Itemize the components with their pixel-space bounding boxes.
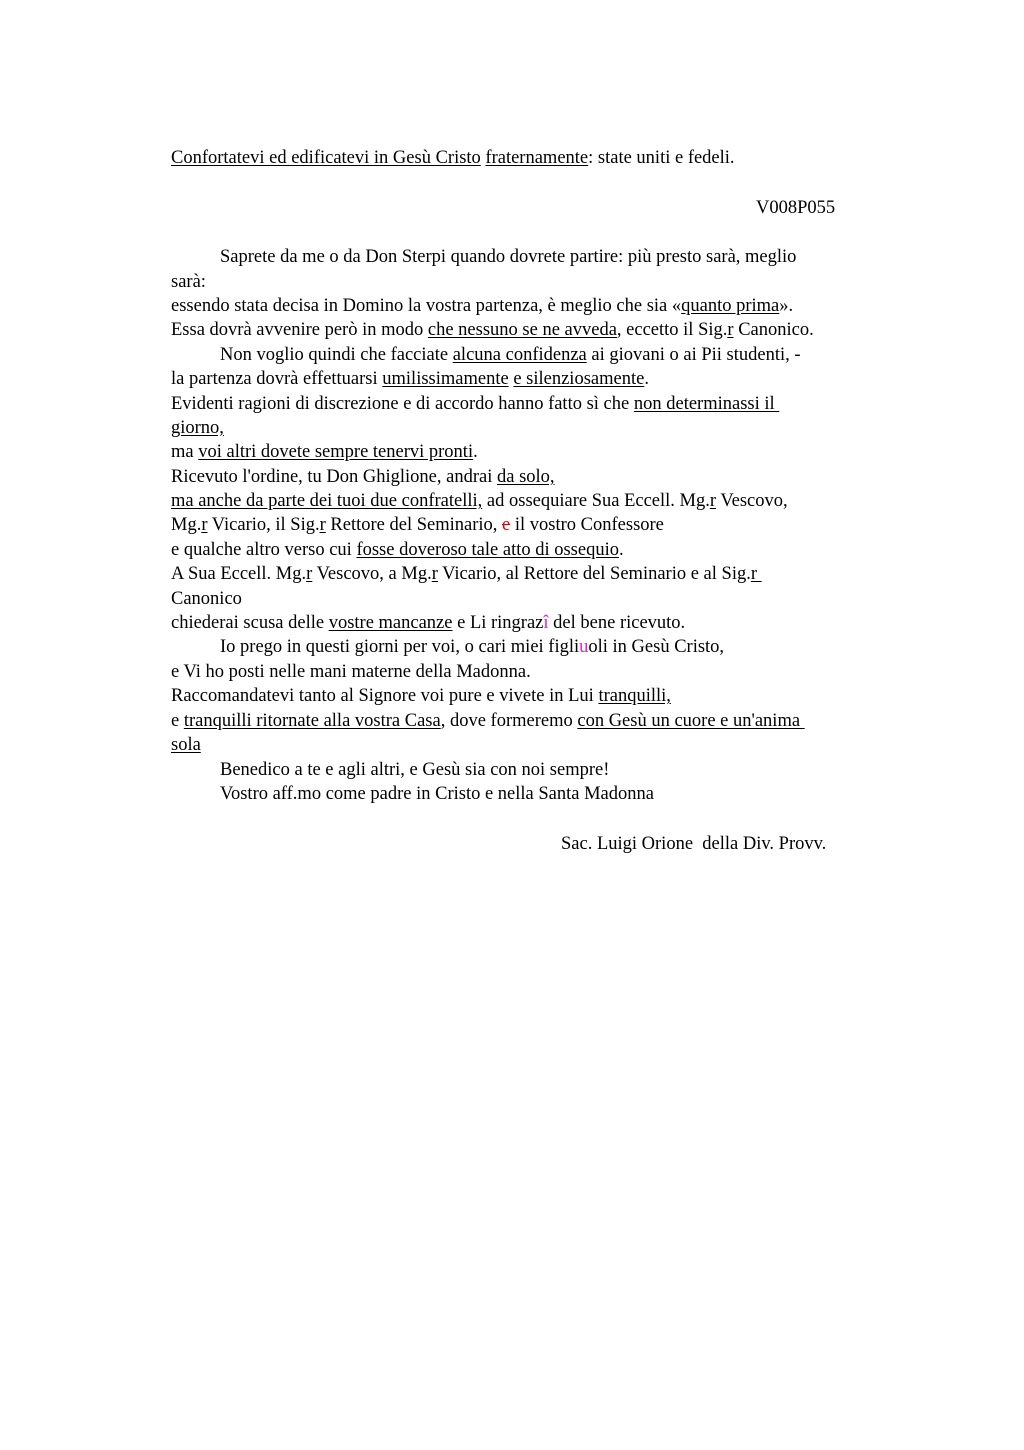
text-run: la partenza dovrà effettuarsi <box>171 369 383 389</box>
text-run: oli in Gesù Cristo, <box>588 637 725 657</box>
text-run: e Li ringraz <box>452 613 544 633</box>
text-run: ai giovani o ai Pii studenti, - <box>586 345 801 365</box>
text-run-styled: r <box>306 564 313 584</box>
text-run: e <box>171 711 184 731</box>
text-run: chiederai scusa delle <box>171 613 329 633</box>
text-run: del bene ricevuto. <box>548 613 686 633</box>
text-run: Io prego in questi giorni per voi, o cari miei figli <box>220 637 580 657</box>
text-line <box>171 733 201 757</box>
text-run-styled: e silenziosamente <box>513 369 645 389</box>
text-line <box>220 343 801 367</box>
text-line <box>220 758 609 782</box>
text-run-styled: che nessuno se ne avveda <box>427 320 617 340</box>
text-run-styled: con Gesù un cuore e un'anima <box>577 711 805 731</box>
text-line <box>171 684 671 708</box>
text-run-styled: sola <box>171 735 201 755</box>
text-run: Mg. <box>171 515 202 535</box>
text-line <box>171 440 478 464</box>
text-run-styled: Confortatevi ed edificatevi in Gesù Cristo <box>171 148 481 168</box>
text-run: sarà: <box>171 272 206 292</box>
text-run: Vicario, al Rettore del Seminario e al Sig. <box>437 564 751 584</box>
text-line <box>220 782 654 806</box>
text-line <box>171 660 531 684</box>
text-run-styled: r <box>431 564 438 584</box>
text-line <box>171 270 206 294</box>
text-run-styled: r <box>709 491 717 511</box>
text-line <box>171 489 788 513</box>
text-run-styled: giorno, <box>171 418 224 438</box>
text-run: Rettore del Seminario, <box>325 515 503 535</box>
text-run: Evidenti ragioni di discrezione e di accordo hanno fatto sì che <box>171 394 634 414</box>
text-run: , dove formeremo <box>440 711 578 731</box>
text-run: Canonico. <box>733 320 814 340</box>
text-run: Saprete da me o da Don Sterpi quando dovrete partire: più presto sarà, meglio <box>220 247 797 267</box>
text-run-styled: da solo, <box>497 467 555 487</box>
text-run-styled: umilissimamente <box>382 369 509 389</box>
signature: Sac. Luigi Orione della Div. Provv. <box>561 834 827 854</box>
text-run: ad ossequiare Sua Eccell. Mg. <box>482 491 710 511</box>
text-run-styled: r <box>750 564 762 584</box>
text-run-styled: voi altri dovete sempre tenervi pronti <box>198 442 474 462</box>
text-line <box>171 146 735 170</box>
text-run: Benedico a te e agli altri, e Gesù sia con noi sempre! <box>220 760 610 780</box>
text-run: Non voglio quindi che facciate <box>220 345 453 365</box>
text-line <box>171 611 685 635</box>
text-run: Vescovo, <box>716 491 788 511</box>
text-run: Vicario, il Sig. <box>207 515 320 535</box>
text-run-styled: quanto prima <box>681 296 780 316</box>
text-run: il vostro Confessore <box>510 515 664 535</box>
text-line <box>171 465 555 489</box>
text-run-styled: î <box>543 613 549 633</box>
text-line <box>220 245 796 269</box>
reference-code: V008P055 <box>756 198 836 218</box>
text-run-styled: tranquilli ritornate alla vostra Casa <box>183 711 441 731</box>
text-run-styled: r <box>319 515 326 535</box>
text-run: : state uniti e fedeli. <box>588 148 735 168</box>
text-run: e qualche altro verso cui <box>171 540 357 560</box>
text-run-styled: fosse doveroso tale atto di ossequio <box>356 540 619 560</box>
text-run-styled: ma anche da parte dei tuoi due confratelli, <box>171 491 483 511</box>
text-line <box>171 416 224 440</box>
text-run: Raccomandatevi tanto al Signore voi pure e vivete in Lui <box>171 686 599 706</box>
text-run: essendo stata decisa in Domino la vostra partenza, è meglio che sia « <box>171 296 682 316</box>
text-run: . <box>644 369 649 389</box>
text-run: . <box>619 540 624 560</box>
text-run: Canonico <box>171 589 242 609</box>
text-line <box>171 709 805 733</box>
text-run-styled: u <box>579 637 589 657</box>
text-run-styled: tranquilli, <box>598 686 671 706</box>
text-run: Vostro aff.mo come padre in Cristo e nella Santa Madonna <box>220 784 654 804</box>
text-run: Ricevuto l'ordine, tu Don Ghiglione, andrai <box>171 467 497 487</box>
text-line <box>171 538 624 562</box>
text-run: A Sua Eccell. Mg. <box>171 564 307 584</box>
text-run: , eccetto il Sig. <box>616 320 728 340</box>
text-run: ma <box>171 442 199 462</box>
text-run-styled: vostre mancanze <box>328 613 453 633</box>
text-run-styled: r <box>201 515 208 535</box>
text-run: Vescovo, a Mg. <box>312 564 432 584</box>
text-run: Essa dovrà avvenire però in modo <box>171 320 428 340</box>
text-run-styled: alcuna confidenza <box>452 345 587 365</box>
text-run-styled: e <box>502 515 511 535</box>
text-line <box>171 367 649 391</box>
text-line <box>171 587 242 611</box>
text-line <box>171 318 814 342</box>
text-run: . <box>473 442 478 462</box>
text-run-styled: fraternamente <box>485 148 589 168</box>
text-line <box>220 635 724 659</box>
text-line <box>171 294 793 318</box>
text-run-styled: r <box>727 320 734 340</box>
text-run: ». <box>779 296 794 316</box>
text-line <box>171 392 779 416</box>
text-run-styled: non determinassi il <box>633 394 780 414</box>
text-line <box>171 562 762 586</box>
text-run: e Vi ho posti nelle mani materne della Madonna. <box>171 662 531 682</box>
text-line <box>171 513 664 537</box>
